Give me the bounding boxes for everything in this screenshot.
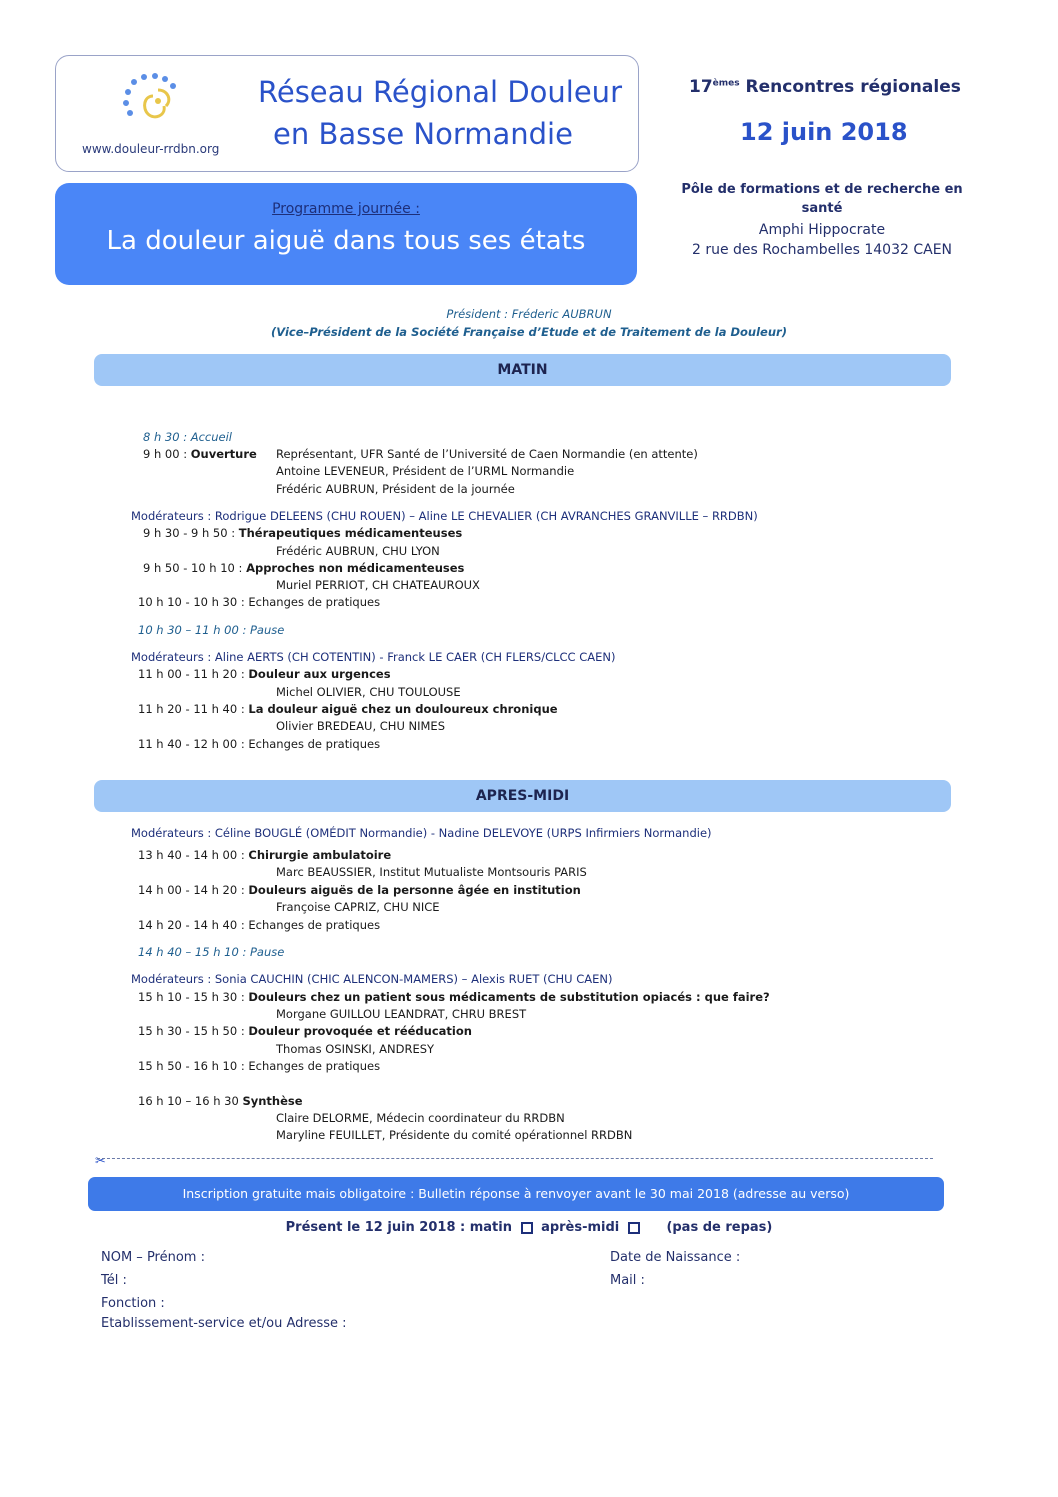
- president-title: (Vice–Président de la Société Française d’Etude et de Traitement de la Douleur): [271, 325, 787, 339]
- speaker: Marc BEAUSSIER, Institut Mutualiste Montsouris PARIS: [276, 865, 587, 879]
- venue-room: Amphi Hippocrate: [758, 222, 886, 238]
- venue-address: 2 rue des Rochambelles 14032 CAEN: [691, 242, 953, 258]
- session-item: 14 h 00 - 14 h 20 : Douleurs aiguës de la personne âgée en institution: [138, 883, 581, 897]
- session-item: 13 h 40 - 14 h 00 : Chirurgie ambulatoire: [138, 848, 392, 862]
- name-field-label[interactable]: NOM – Prénom :: [101, 1250, 205, 1265]
- accueil: 8 h 30 : Accueil: [143, 430, 233, 444]
- session-item: 15 h 30 - 15 h 50 : Douleur provoquée et rééducation: [138, 1024, 472, 1038]
- org-name-line2: en Basse Normandie: [273, 117, 573, 151]
- scissors-icon: ✂: [95, 1154, 106, 1169]
- speaker: Maryline FEUILLET, Présidente du comité opérationnel RRDBN: [276, 1128, 633, 1142]
- session-item: 10 h 10 - 10 h 30 : Echanges de pratiques: [138, 595, 381, 609]
- speaker: Représentant, UFR Santé de l’Université de Caen Normandie (en attente): [276, 447, 698, 461]
- speaker: Muriel PERRIOT, CH CHATEAUROUX: [276, 578, 480, 592]
- session-item: 11 h 20 - 11 h 40 : La douleur aiguë chez un douloureux chronique: [138, 702, 558, 716]
- pause-item: 10 h 30 – 11 h 00 : Pause: [138, 623, 285, 637]
- speaker: Antoine LEVENEUR, Président de l’URML Normandie: [276, 464, 575, 478]
- moderators-line: Modérateurs : Aline AERTS (CH COTENTIN) - Franck LE CAER (CH FLERS/CLCC CAEN): [131, 650, 616, 664]
- moderators-line: Modérateurs : Céline BOUGLÉ (OMÉDIT Normandie) - Nadine DELEVOYE (URPS Infirmiers Normandie): [131, 826, 712, 840]
- rencontres-title: 17èmes Rencontres régionales: [689, 77, 961, 97]
- moderators-line: Modérateurs : Sonia CAUCHIN (CHIC ALENCON-MAMERS) – Alexis RUET (CHU CAEN): [131, 972, 613, 986]
- session-item: 14 h 20 - 14 h 40 : Echanges de pratiques: [138, 918, 381, 932]
- event-date: 12 juin 2018: [740, 118, 908, 146]
- birthdate-field-label[interactable]: Date de Naissance :: [610, 1250, 741, 1265]
- function-field-label[interactable]: Fonction :: [101, 1296, 165, 1311]
- website-url[interactable]: www.douleur-rrdbn.org: [82, 142, 220, 156]
- president-line: Président : Fréderic AUBRUN: [446, 307, 612, 321]
- address-field-label[interactable]: Etablissement-service et/ou Adresse :: [101, 1316, 347, 1331]
- session-item: 9 h 30 - 9 h 50 : Thérapeutiques médicamenteuses: [143, 526, 463, 540]
- afternoon-checkbox[interactable]: [628, 1222, 640, 1234]
- cut-line: [97, 1158, 933, 1159]
- speaker: Frédéric AUBRUN, CHU LYON: [276, 544, 440, 558]
- speaker: Françoise CAPRIZ, CHU NICE: [276, 900, 440, 914]
- registration-banner: Inscription gratuite mais obligatoire : Bulletin réponse à renvoyer avant le 30 mai 2018 (adresse au verso): [88, 1177, 944, 1211]
- network-logo-icon: [118, 68, 188, 138]
- session-item: 11 h 40 - 12 h 00 : Echanges de pratiques: [138, 737, 381, 751]
- session-item: 9 h 50 - 10 h 10 : Approches non médicamenteuses: [143, 561, 465, 575]
- speaker: Olivier BREDEAU, CHU NIMES: [276, 719, 445, 733]
- org-name-line1: Réseau Régional Douleur: [258, 75, 622, 109]
- phone-field-label[interactable]: Tél :: [101, 1273, 127, 1288]
- session-item: 16 h 10 – 16 h 30 Synthèse: [138, 1094, 303, 1108]
- venue-block: [662, 180, 982, 260]
- session-item: 11 h 00 - 11 h 20 : Douleur aux urgences: [138, 667, 391, 681]
- speaker: Claire DELORME, Médecin coordinateur du RRDBN: [276, 1111, 565, 1125]
- morning-checkbox[interactable]: [521, 1222, 533, 1234]
- program-label: Programme journée :: [272, 201, 420, 217]
- speaker: Michel OLIVIER, CHU TOULOUSE: [276, 685, 461, 699]
- session-ouverture: 9 h 00 : Ouverture: [143, 447, 257, 461]
- moderators-line: Modérateurs : Rodrigue DELEENS (CHU ROUEN) – Aline LE CHEVALIER (CH AVRANCHES GRANVILLE – RRDBN): [131, 509, 758, 523]
- venue-name: Pôle de formations et de recherche en santé: [681, 182, 963, 216]
- morning-band: MATIN: [94, 354, 951, 386]
- pause-item: 14 h 40 – 15 h 10 : Pause: [138, 945, 285, 959]
- attendance-line: Présent le 12 juin 2018 : matin après-midi (pas de repas): [285, 1220, 773, 1235]
- mail-field-label[interactable]: Mail :: [610, 1273, 645, 1288]
- speaker: Frédéric AUBRUN, Président de la journée: [276, 482, 515, 496]
- session-item: 15 h 10 - 15 h 30 : Douleurs chez un patient sous médicaments de substitution opiacés : que faire?: [138, 990, 770, 1004]
- speaker: Thomas OSINSKI, ANDRESY: [276, 1042, 435, 1056]
- session-item: 15 h 50 - 16 h 10 : Echanges de pratiques: [138, 1059, 381, 1073]
- program-title: La douleur aiguë dans tous ses états: [106, 226, 586, 256]
- speaker: Morgane GUILLOU LEANDRAT, CHRU BREST: [276, 1007, 527, 1021]
- afternoon-band: APRES-MIDI: [94, 780, 951, 812]
